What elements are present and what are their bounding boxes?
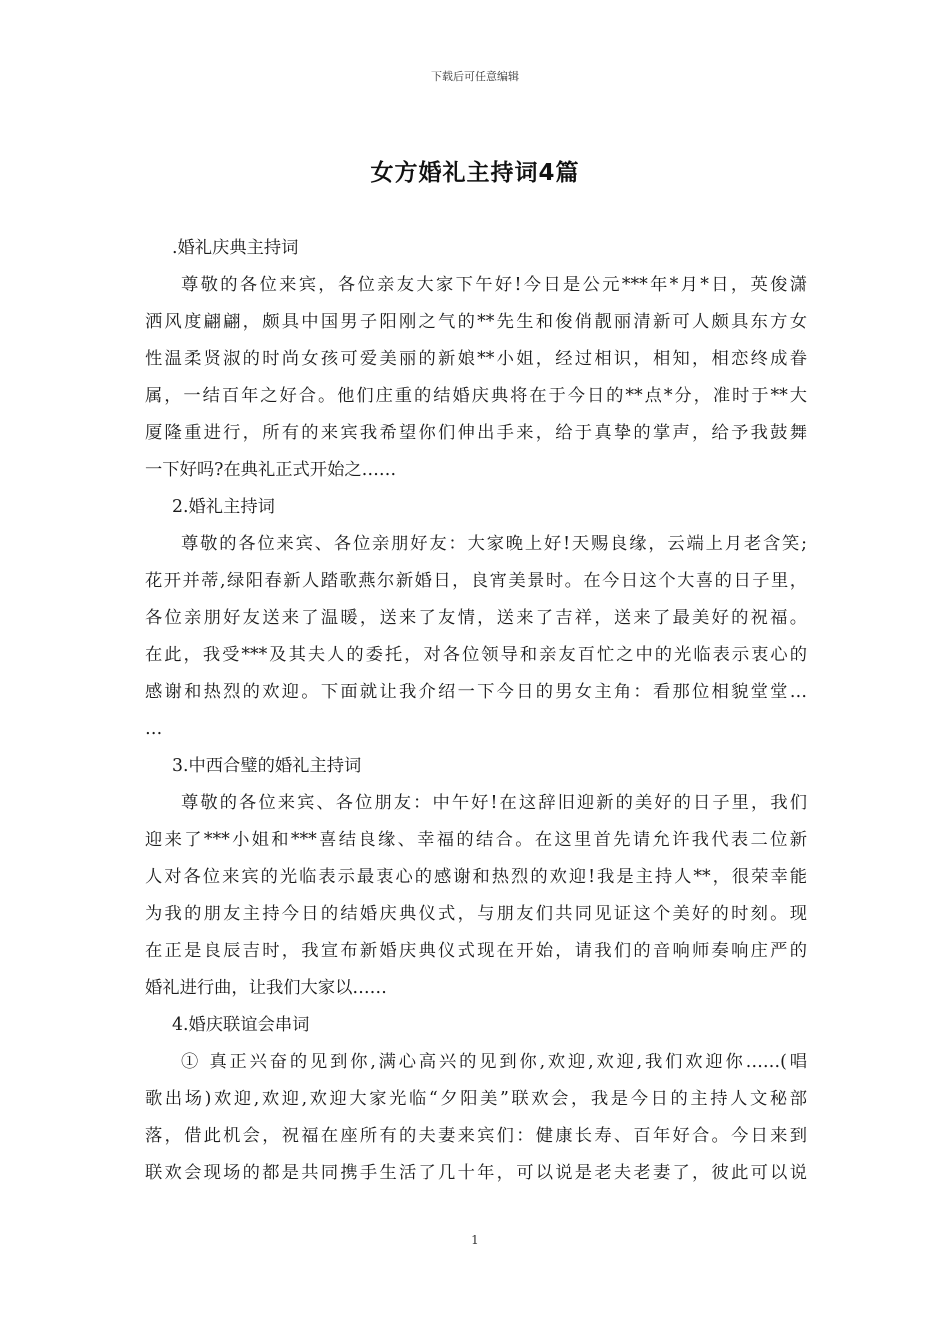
paragraph-line: 歌出场)欢迎,欢迎,欢迎大家光临“夕阳美”联欢会，我是今日的主持人文秘部 xyxy=(145,1089,807,1109)
paragraph-line: ① 真正兴奋的见到你,满心高兴的见到你,欢迎,欢迎,我们欢迎你……(唱 xyxy=(181,1052,807,1072)
paragraph-line: 尊敬的各位来宾、各位朋友：中午好!在这辞旧迎新的美好的日子里，我们 xyxy=(181,793,807,813)
paragraph-line: 各位亲朋好友送来了温暖，送来了友情，送来了吉祥，送来了最美好的祝福。 xyxy=(145,608,807,628)
section-heading: .婚礼庆典主持词 xyxy=(172,238,299,258)
paragraph-line: 尊敬的各位来宾、各位亲朋好友：大家晚上好!天赐良缘，云端上月老含笑; xyxy=(181,534,807,554)
document-title: 女方婚礼主持词4篇 xyxy=(370,160,580,186)
section-heading: 3.中西合璧的婚礼主持词 xyxy=(172,756,362,776)
paragraph-line: 迎来了***小姐和***喜结良缘、幸福的结合。在这里首先请允许我代表二位新 xyxy=(145,830,807,850)
paragraph-line: 感谢和热烈的欢迎。下面就让我介绍一下今日的男女主角：看那位相貌堂堂… xyxy=(145,682,807,702)
paragraph-line: 人对各位来宾的光临表示最衷心的感谢和热烈的欢迎!我是主持人**，很荣幸能 xyxy=(145,867,807,887)
paragraph-line: 在此，我受***及其夫人的委托，对各位领导和亲友百忙之中的光临表示衷心的 xyxy=(145,645,807,665)
document-body xyxy=(145,230,807,1192)
paragraph-line: 花开并蒂,绿阳春新人踏歌燕尔新婚日，良宵美景时。在今日这个大喜的日子里， xyxy=(145,571,807,591)
paragraph-line: 尊敬的各位来宾，各位亲友大家下午好!今日是公元***年*月*日，英俊潇 xyxy=(181,275,807,295)
page-header-note: 下载后可任意编辑 xyxy=(431,70,519,83)
paragraph-line: 属，一结百年之好合。他们庄重的结婚庆典将在于今日的**点*分，准时于**大 xyxy=(145,386,807,406)
section-heading: 4.婚庆联谊会串词 xyxy=(172,1015,310,1035)
paragraph-line: 在正是良辰吉时，我宣布新婚庆典仪式现在开始，请我们的音响师奏响庄严的 xyxy=(145,941,807,961)
paragraph-line: 联欢会现场的都是共同携手生活了几十年，可以说是老夫老妻了，彼此可以说 xyxy=(145,1163,807,1183)
paragraph-line: 落，借此机会，祝福在座所有的夫妻来宾们：健康长寿、百年好合。今日来到 xyxy=(145,1126,807,1146)
paragraph-line: 婚礼进行曲，让我们大家以…… xyxy=(145,978,387,998)
paragraph-line: 洒风度翩翩，颇具中国男子阳刚之气的**先生和俊俏靓丽清新可人颇具东方女 xyxy=(145,312,807,332)
page-number: 1 xyxy=(471,1233,479,1247)
paragraph-line: 性温柔贤淑的时尚女孩可爱美丽的新娘**小姐，经过相识，相知，相恋终成眷 xyxy=(145,349,807,369)
paragraph-line: 为我的朋友主持今日的结婚庆典仪式，与朋友们共同见证这个美好的时刻。现 xyxy=(145,904,807,924)
section-heading: 2.婚礼主持词 xyxy=(172,497,275,517)
paragraph-line: … xyxy=(145,719,163,739)
paragraph-line: 厦隆重进行，所有的来宾我希望你们伸出手来，给于真挚的掌声，给予我鼓舞 xyxy=(145,423,807,443)
paragraph-line: 一下好吗?在典礼正式开始之…… xyxy=(145,460,397,480)
